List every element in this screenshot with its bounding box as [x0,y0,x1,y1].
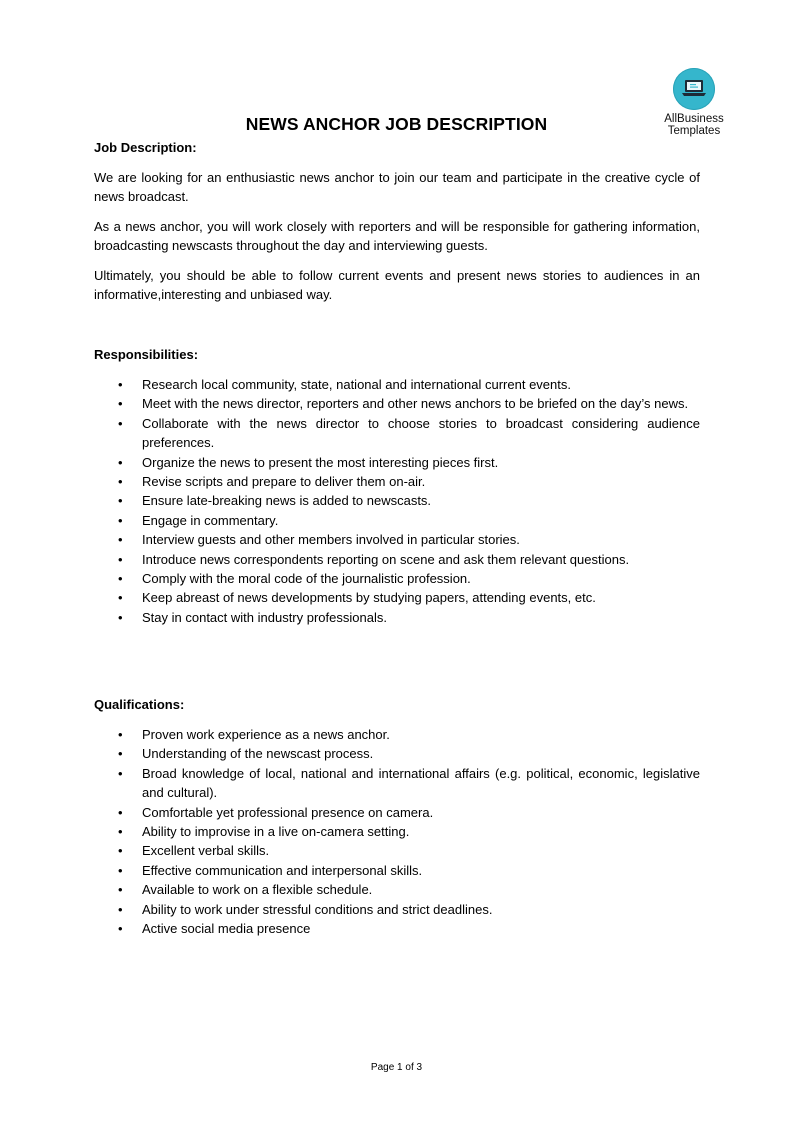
job-description-paragraph: As a news anchor, you will work closely with reporters and will be responsible for gathering information, broadcasting newscasts throughout the day and interviewing guests. [94,219,700,253]
responsibilities-label: Responsibilities: [94,347,199,362]
list-item: • Meet with the news director, reporters and other news anchors to be briefed on the day’s news. [94,394,700,413]
list-item: • Revise scripts and prepare to deliver them on-air. [94,472,700,491]
list-item: • Keep abreast of news developments by studying papers, attending events, etc. [94,588,700,607]
list-item: • Comply with the moral code of the journalistic profession. [94,569,700,588]
list-item: • Understanding of the newscast process. [94,744,700,763]
list-item: • Research local community, state, national and international current events. [94,375,700,394]
logo-text-line2: Templates [667,125,721,137]
list-item: • Broad knowledge of local, national and international affairs (e.g. political, economic, legislative and cultural). [94,764,700,803]
list-item: • Engage in commentary. [94,511,700,530]
job-description-paragraph: We are looking for an enthusiastic news anchor to join our team and participate in the creative cycle of news broadcast. [94,170,700,204]
job-description-paragraph: Ultimately, you should be able to follow current events and present news stories to audiences in an informative,interesting and unbiased way. [94,268,700,302]
list-item: • Excellent verbal skills. [94,841,700,860]
list-item: • Proven work experience as a news anchor. [94,725,700,744]
logo-text-line1: AllBusiness [664,113,724,125]
page-number: Page 1 of 3 [370,1062,423,1073]
list-item: • Organize the news to present the most interesting pieces first. [94,453,700,472]
qualifications-list [94,725,700,938]
job-description-label: Job Description: [94,140,197,155]
list-item: • Comfortable yet professional presence on camera. [94,803,700,822]
logo-badge [673,68,715,110]
list-item: • Stay in contact with industry professionals. [94,608,700,627]
list-item: • Collaborate with the news director to choose stories to broadcast considering audience preferences. [94,414,700,453]
list-item: • Available to work on a flexible schedule. [94,880,700,899]
list-item: • Interview guests and other members involved in particular stories. [94,530,700,549]
list-item: • Effective communication and interpersonal skills. [94,861,700,880]
list-item: • Active social media presence [94,919,700,938]
qualifications-label: Qualifications: [94,697,185,712]
list-item: • Introduce news correspondents reporting on scene and ask them relevant questions. [94,550,700,569]
laptop-icon [681,79,707,99]
list-item: • Ability to work under stressful conditions and strict deadlines. [94,900,700,919]
responsibilities-list [94,375,700,627]
document-title: NEWS ANCHOR JOB DESCRIPTION [245,114,548,134]
list-item: • Ability to improvise in a live on-camera setting. [94,822,700,841]
list-item: • Ensure late-breaking news is added to newscasts. [94,491,700,510]
